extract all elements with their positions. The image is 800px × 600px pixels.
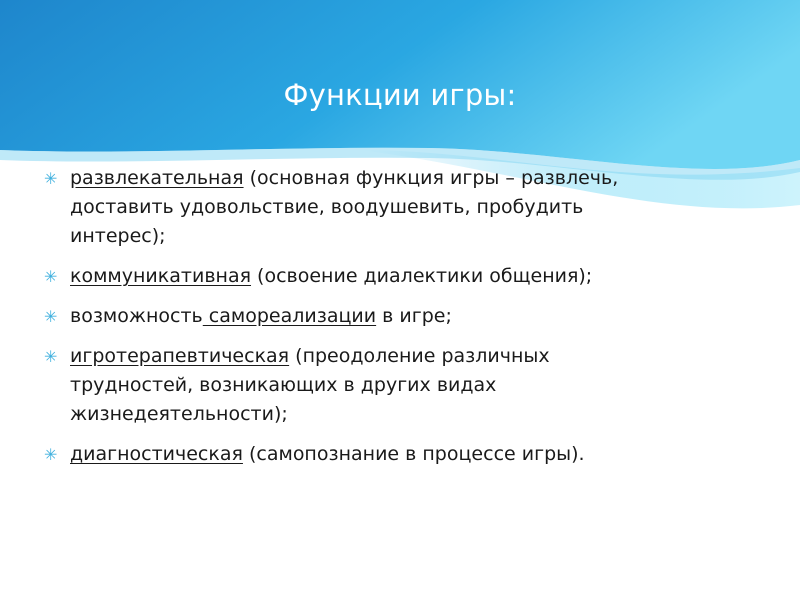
item-description: (основная функция игры – развлечь, доставить удовольствие, воодушевить, пробудить интерес); [70,167,619,247]
functions-list [44,164,644,480]
item-term: диагностическая [70,443,243,465]
list-item [44,262,644,291]
slide-title: Функции игры: [283,78,517,112]
item-description: (преодоление различных трудностей, возникающих в других видах жизнедеятельности); [70,345,550,425]
item-description: (самопознание в процессе игры). [242,443,585,465]
list-item [44,302,644,331]
list-item [44,440,644,469]
item-term: развлекательная [70,167,244,189]
item-term: самореализации [202,305,377,327]
item-description: (освоение диалектики общения); [251,265,593,287]
list-item [44,342,644,429]
asterisk-star-icon: ✳ [44,307,58,326]
asterisk-star-icon: ✳ [44,267,58,286]
asterisk-star-icon: ✳ [44,347,58,366]
item-term: игротерапевтическая [70,345,290,367]
asterisk-star-icon: ✳ [44,169,58,188]
item-pre: возможность [70,305,203,327]
list-item [44,164,644,251]
item-term: коммуникативная [70,265,252,287]
asterisk-star-icon: ✳ [44,445,58,464]
item-description: в игре; [376,305,452,327]
